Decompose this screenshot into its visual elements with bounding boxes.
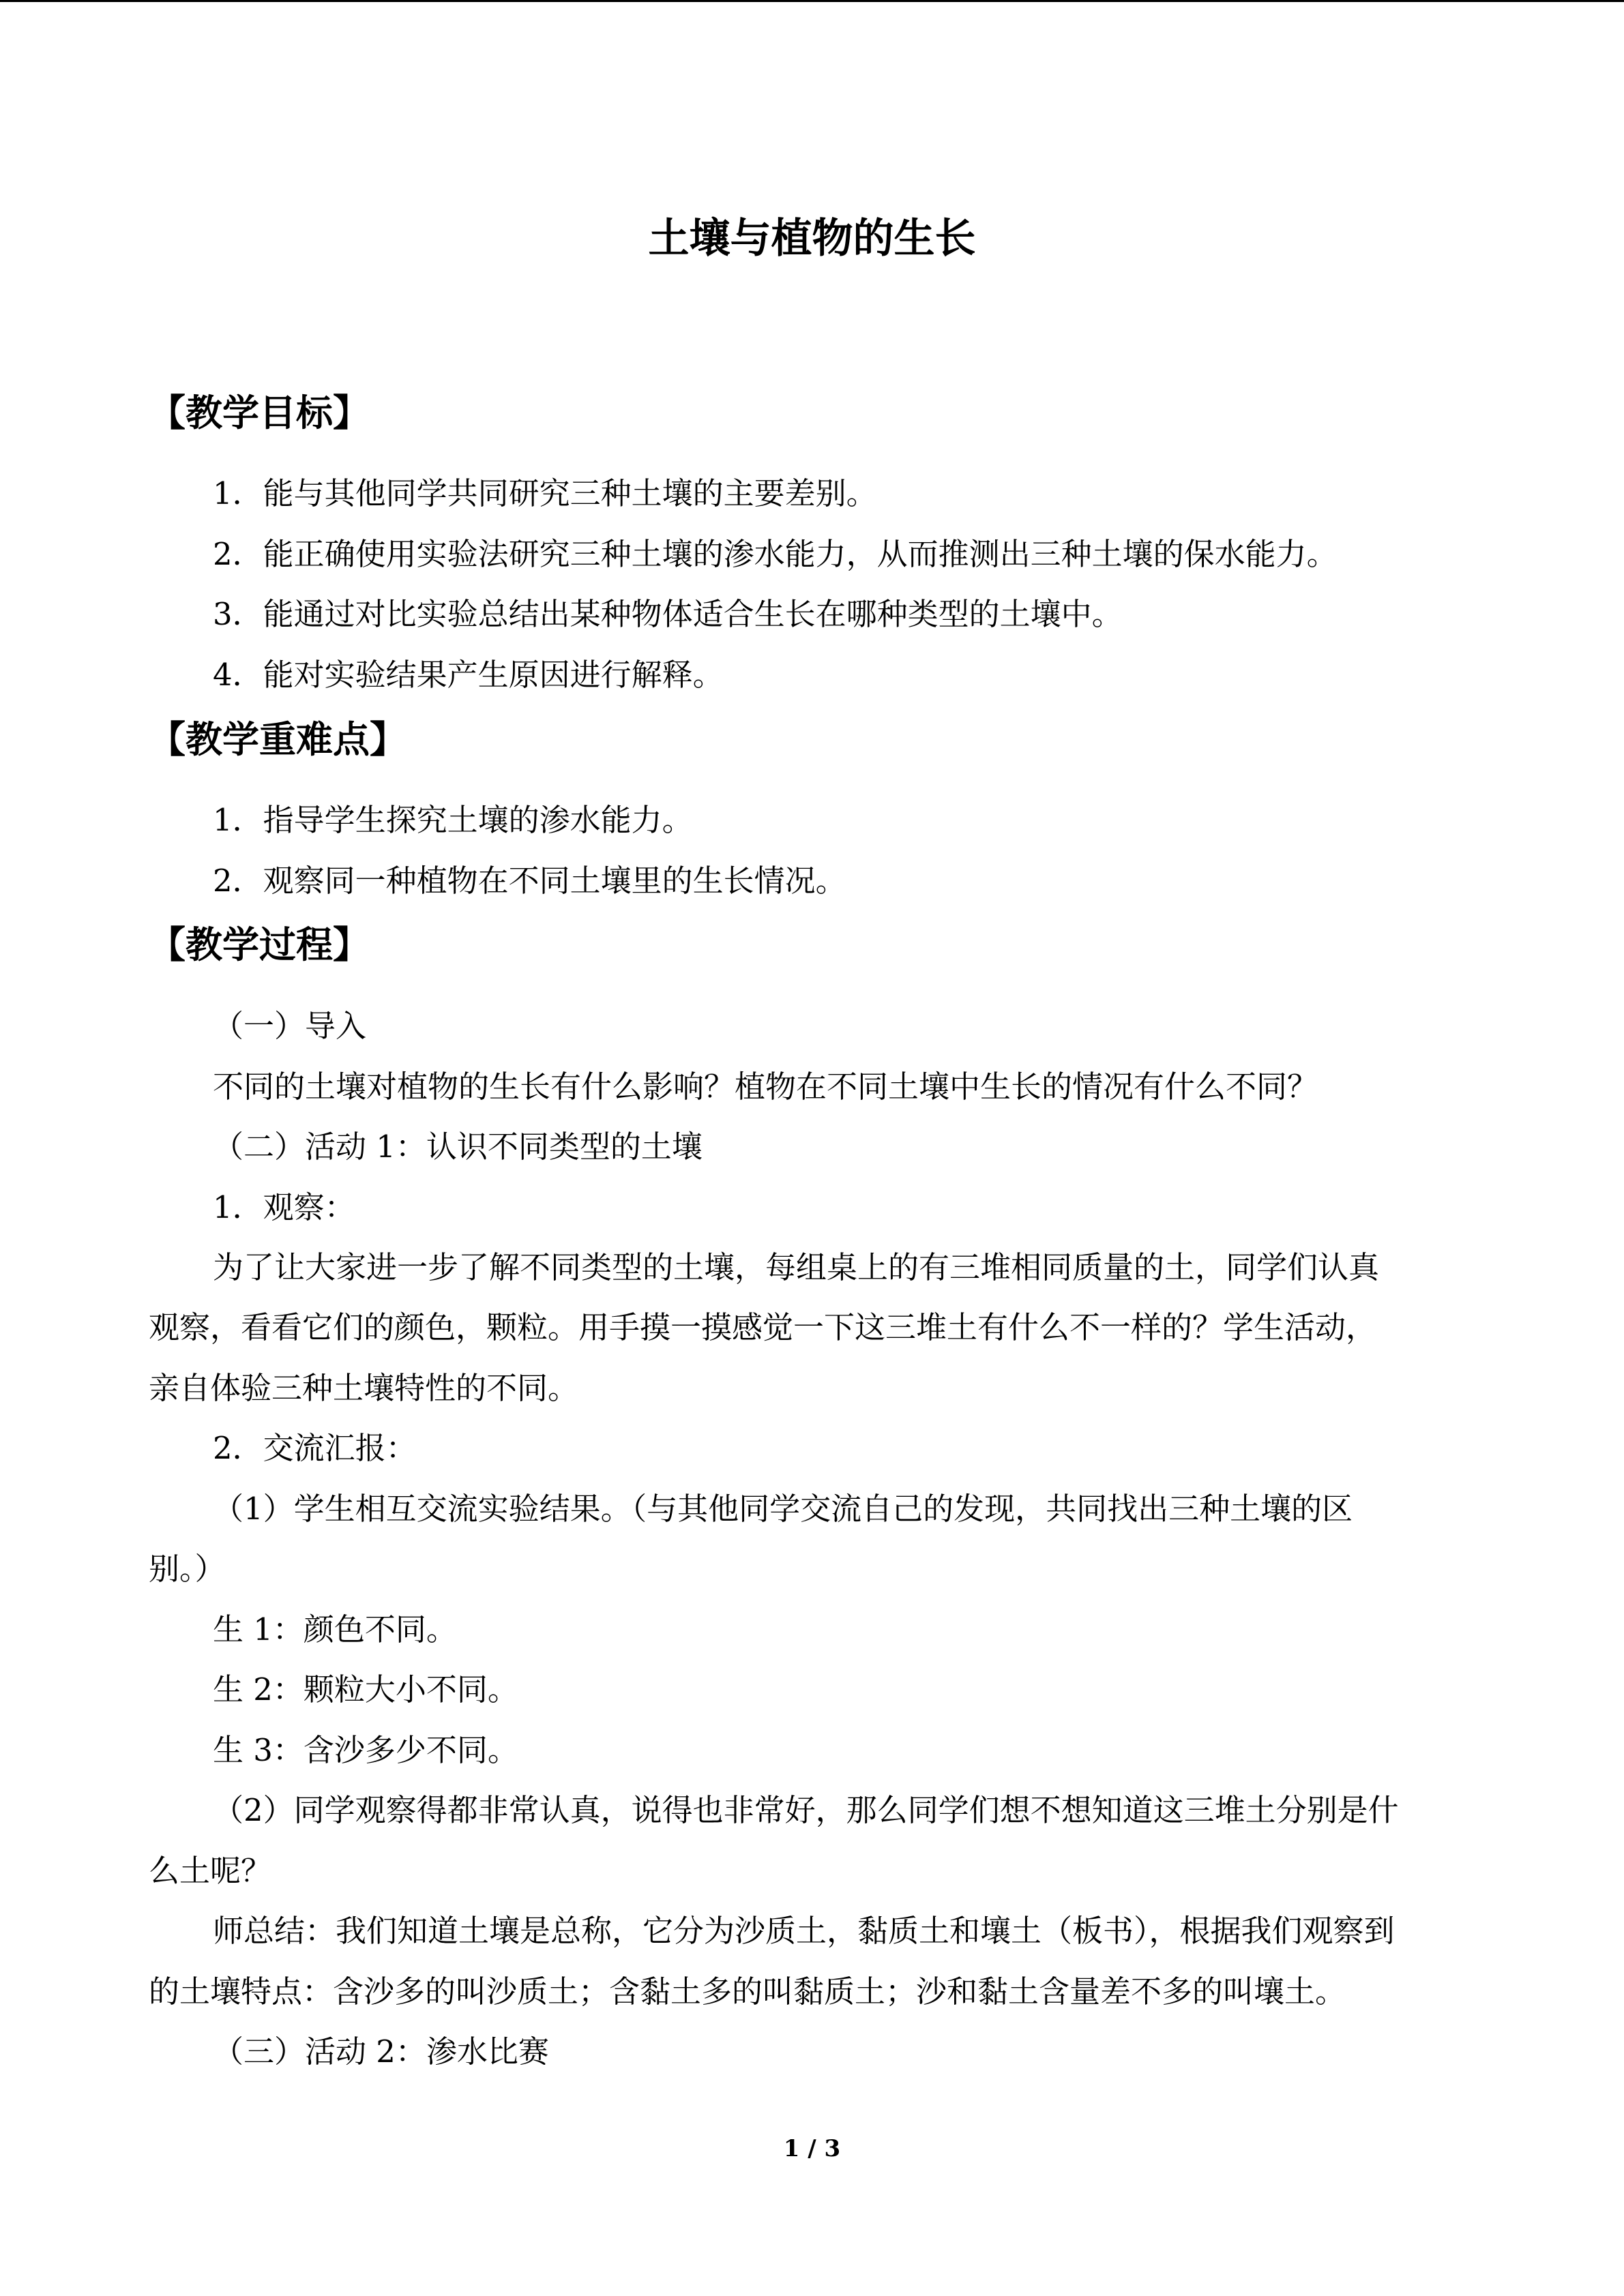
process-line: 为了让大家进一步了解不同类型的土壤，每组桌上的有三堆相同质量的土，同学们认真 bbox=[213, 1249, 1380, 1285]
process-line: （1）学生相互交流实验结果。（与其他同学交流自己的发现，共同找出三种土壤的区 bbox=[213, 1491, 1353, 1527]
section-heading-process: 【教学过程】 bbox=[149, 923, 370, 966]
process-line: 生 1：颜色不同。 bbox=[213, 1611, 457, 1648]
goal-item: 2．能正确使用实验法研究三种土壤的渗水能力，从而推测出三种土壤的保水能力。 bbox=[213, 536, 1338, 572]
goal-item: 1．能与其他同学共同研究三种土壤的主要差别。 bbox=[213, 475, 877, 511]
process-line: （三）活动 2：渗水比赛 bbox=[213, 2033, 549, 2070]
process-line: （一）导入 bbox=[213, 1008, 367, 1044]
section-heading-goals: 【教学目标】 bbox=[149, 391, 370, 434]
section-heading-keypoints: 【教学重难点】 bbox=[149, 718, 407, 761]
process-line: 亲自体验三种土壤特性的不同。 bbox=[149, 1370, 579, 1406]
process-line: 别。） bbox=[149, 1551, 226, 1587]
top-border-line bbox=[0, 0, 1624, 2]
page-title: 土壤与植物的生长 bbox=[648, 215, 976, 263]
process-line: 的土壤特点：含沙多的叫沙质土；含黏土多的叫黏质土；沙和黏土含量差不多的叫壤土。 bbox=[149, 1973, 1346, 2010]
process-line: 生 2：颗粒大小不同。 bbox=[213, 1671, 518, 1708]
keypoint-item: 1．指导学生探究土壤的渗水能力。 bbox=[213, 802, 693, 838]
process-line: 不同的土壤对植物的生长有什么影响？植物在不同土壤中生长的情况有什么不同？ bbox=[213, 1069, 1318, 1105]
process-line: 观察，看看它们的颜色，颗粒。用手摸一摸感觉一下这三堆土有什么不一样的？学生活动， bbox=[149, 1309, 1377, 1345]
page-number: 1 / 3 bbox=[783, 2135, 841, 2162]
goal-item: 4．能对实验结果产生原因进行解释。 bbox=[213, 657, 724, 693]
process-line: （二）活动 1：认识不同类型的土壤 bbox=[213, 1129, 703, 1165]
process-line: 生 3：含沙多少不同。 bbox=[213, 1732, 518, 1768]
process-line: 2．交流汇报： bbox=[213, 1430, 417, 1466]
process-line: 1．观察： bbox=[213, 1189, 355, 1225]
process-line: 师总结：我们知道土壤是总称，它分为沙质土，黏质土和壤土（板书），根据我们观察到 bbox=[213, 1913, 1395, 1949]
keypoint-item: 2．观察同一种植物在不同土壤里的生长情况。 bbox=[213, 863, 846, 899]
process-line: 么土呢？ bbox=[149, 1853, 272, 1889]
process-line: （2）同学观察得都非常认真，说得也非常好，那么同学们想不想知道这三堆土分别是什 bbox=[213, 1792, 1399, 1828]
goal-item: 3．能通过对比实验总结出某种物体适合生长在哪种类型的土壤中。 bbox=[213, 596, 1123, 632]
